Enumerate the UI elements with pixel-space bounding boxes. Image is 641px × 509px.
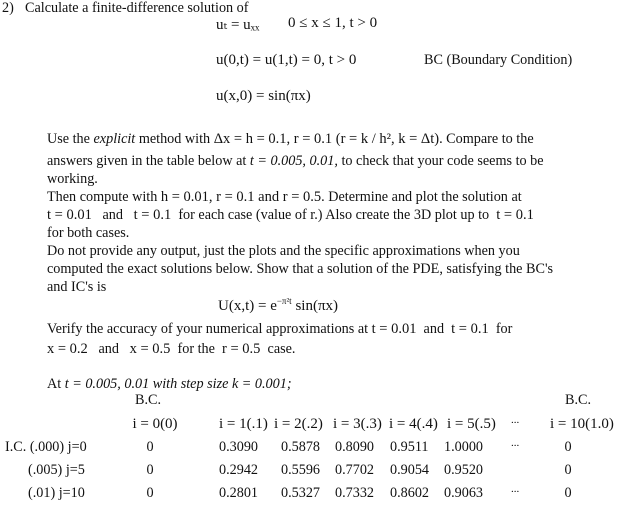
verify-line-1 xyxy=(47,320,595,338)
bc-label: BC (Boundary Condition) xyxy=(424,52,573,68)
table-cell: 0.9054 xyxy=(390,462,430,478)
row-label: (.005) j=5 xyxy=(28,462,85,478)
col-header: i = 1(.1) xyxy=(219,416,268,432)
instructions-line-6: for both cases. xyxy=(47,225,130,241)
table-cell: 0.2801 xyxy=(219,485,259,501)
math: sin(πx) xyxy=(291,298,339,314)
compute-params-math: h = 0.01, r = 0.1 and r = 0.5 xyxy=(160,189,322,205)
table-cell: 0 xyxy=(564,439,572,455)
table-cell: 0.3090 xyxy=(219,439,259,455)
math: x = 0.2 xyxy=(47,341,88,357)
instructions-paragraph xyxy=(47,130,595,296)
verify-paragraph xyxy=(47,320,595,358)
table-cell: 0 xyxy=(146,462,154,478)
table-cell-ellipsis: ... xyxy=(511,437,520,449)
instructions-line-7: Do not provide any output, just the plots and the specific approximations when you xyxy=(47,243,520,259)
table-cell: 0.5596 xyxy=(281,462,321,478)
text: . Determine and plot the solution at xyxy=(321,189,522,205)
pde-equation: uₜ = uₓₓ xyxy=(216,17,260,33)
step-params-math: Δx = h = 0.1, r = 0.1 (r = k / h², k = Δt) xyxy=(213,131,440,147)
table-cell: 0 xyxy=(564,485,572,501)
table-cell: 0.7702 xyxy=(335,462,375,478)
table-cell: 0 xyxy=(564,462,572,478)
pde-domain: 0 ≤ x ≤ 1, t > 0 xyxy=(288,15,378,31)
explicit-emph: explicit xyxy=(93,131,136,147)
math: t = 0.1 xyxy=(496,207,534,223)
text: and xyxy=(91,207,134,223)
table-cell: 0.8602 xyxy=(390,485,430,501)
instructions-line-9: and IC's is xyxy=(47,279,107,295)
math: t = 0.1 xyxy=(451,321,489,337)
table-cell: 0.2942 xyxy=(219,462,259,478)
table-intro-params: t = 0.005, 0.01 with step size k = 0.001; xyxy=(64,376,292,392)
text: Use the xyxy=(47,131,94,147)
table-cell: 0.9063 xyxy=(444,485,484,501)
col-header: i = 2(.2) xyxy=(274,416,323,432)
time-values: t = 0.005, 0.01, xyxy=(249,153,338,169)
math: t = 0.01 xyxy=(371,321,417,337)
table-intro xyxy=(47,376,292,393)
math: t = 0.01 xyxy=(47,207,92,223)
text: answers given in the table below at xyxy=(47,153,250,169)
text: for the xyxy=(170,341,223,357)
table-cell: 0.9520 xyxy=(444,462,484,478)
bc-right-label: B.C. xyxy=(565,392,592,408)
text: method with xyxy=(135,131,214,147)
instructions-line-8: computed the exact solutions below. Show that a solution of the PDE, satisfying the BC's xyxy=(47,261,554,277)
table-cell: 0.9511 xyxy=(390,439,429,455)
text: . Compare to the xyxy=(439,131,534,147)
col-header: i = 10(1.0) xyxy=(550,416,614,432)
row-label: I.C. (.000) j=0 xyxy=(5,439,87,455)
bc-left-label: B.C. xyxy=(135,392,162,408)
table-cell: 1.0000 xyxy=(444,439,484,455)
table-cell: 0.5878 xyxy=(281,439,321,455)
initial-condition: u(x,0) = sin(πx) xyxy=(216,88,311,104)
exact-solution xyxy=(218,296,338,315)
instructions-line-2 xyxy=(47,152,595,170)
boundary-condition: u(0,t) = u(1,t) = 0, t > 0 xyxy=(216,52,357,68)
math: U(x,t) = e xyxy=(218,298,277,314)
math: x = 0.5 xyxy=(129,341,171,357)
text: for each case (value of r.) Also create the 3D plot up to xyxy=(171,207,497,223)
text: and xyxy=(416,321,452,337)
verify-line-2 xyxy=(47,340,595,358)
col-header: i = 0(0) xyxy=(132,416,178,432)
table-cell: 0 xyxy=(146,485,154,501)
text: At xyxy=(47,376,65,392)
problem-number: 2) xyxy=(2,0,14,16)
text: Verify the accuracy of your numerical approximations at xyxy=(47,321,372,337)
table-cell: 0.5327 xyxy=(281,485,321,501)
row-label: (.01) j=10 xyxy=(28,485,85,501)
col-header: i = 5(.5) xyxy=(447,416,496,432)
text: and xyxy=(87,341,130,357)
instructions-line-1 xyxy=(47,130,595,148)
text: case. xyxy=(260,341,296,357)
col-header-ellipsis: ... xyxy=(511,414,520,426)
table-cell-ellipsis: ... xyxy=(511,483,520,495)
math: t = 0.1 xyxy=(133,207,172,223)
table-cell: 0.8090 xyxy=(335,439,375,455)
col-header: i = 3(.3) xyxy=(333,416,382,432)
instructions-line-5 xyxy=(47,206,595,224)
text: for xyxy=(488,321,513,337)
text: Then compute with xyxy=(47,189,161,205)
math: r = 0.5 xyxy=(222,341,261,357)
text: to check that your code seems to be xyxy=(337,153,544,169)
col-header: i = 4(.4) xyxy=(389,416,438,432)
instructions-line-4 xyxy=(47,188,595,206)
instructions-line-3: working. xyxy=(47,171,98,187)
problem-heading: Calculate a finite-difference solution of xyxy=(25,0,249,16)
math-exponent: −π²t xyxy=(276,296,292,306)
table-cell: 0 xyxy=(146,439,154,455)
table-cell: 0.7332 xyxy=(335,485,375,501)
